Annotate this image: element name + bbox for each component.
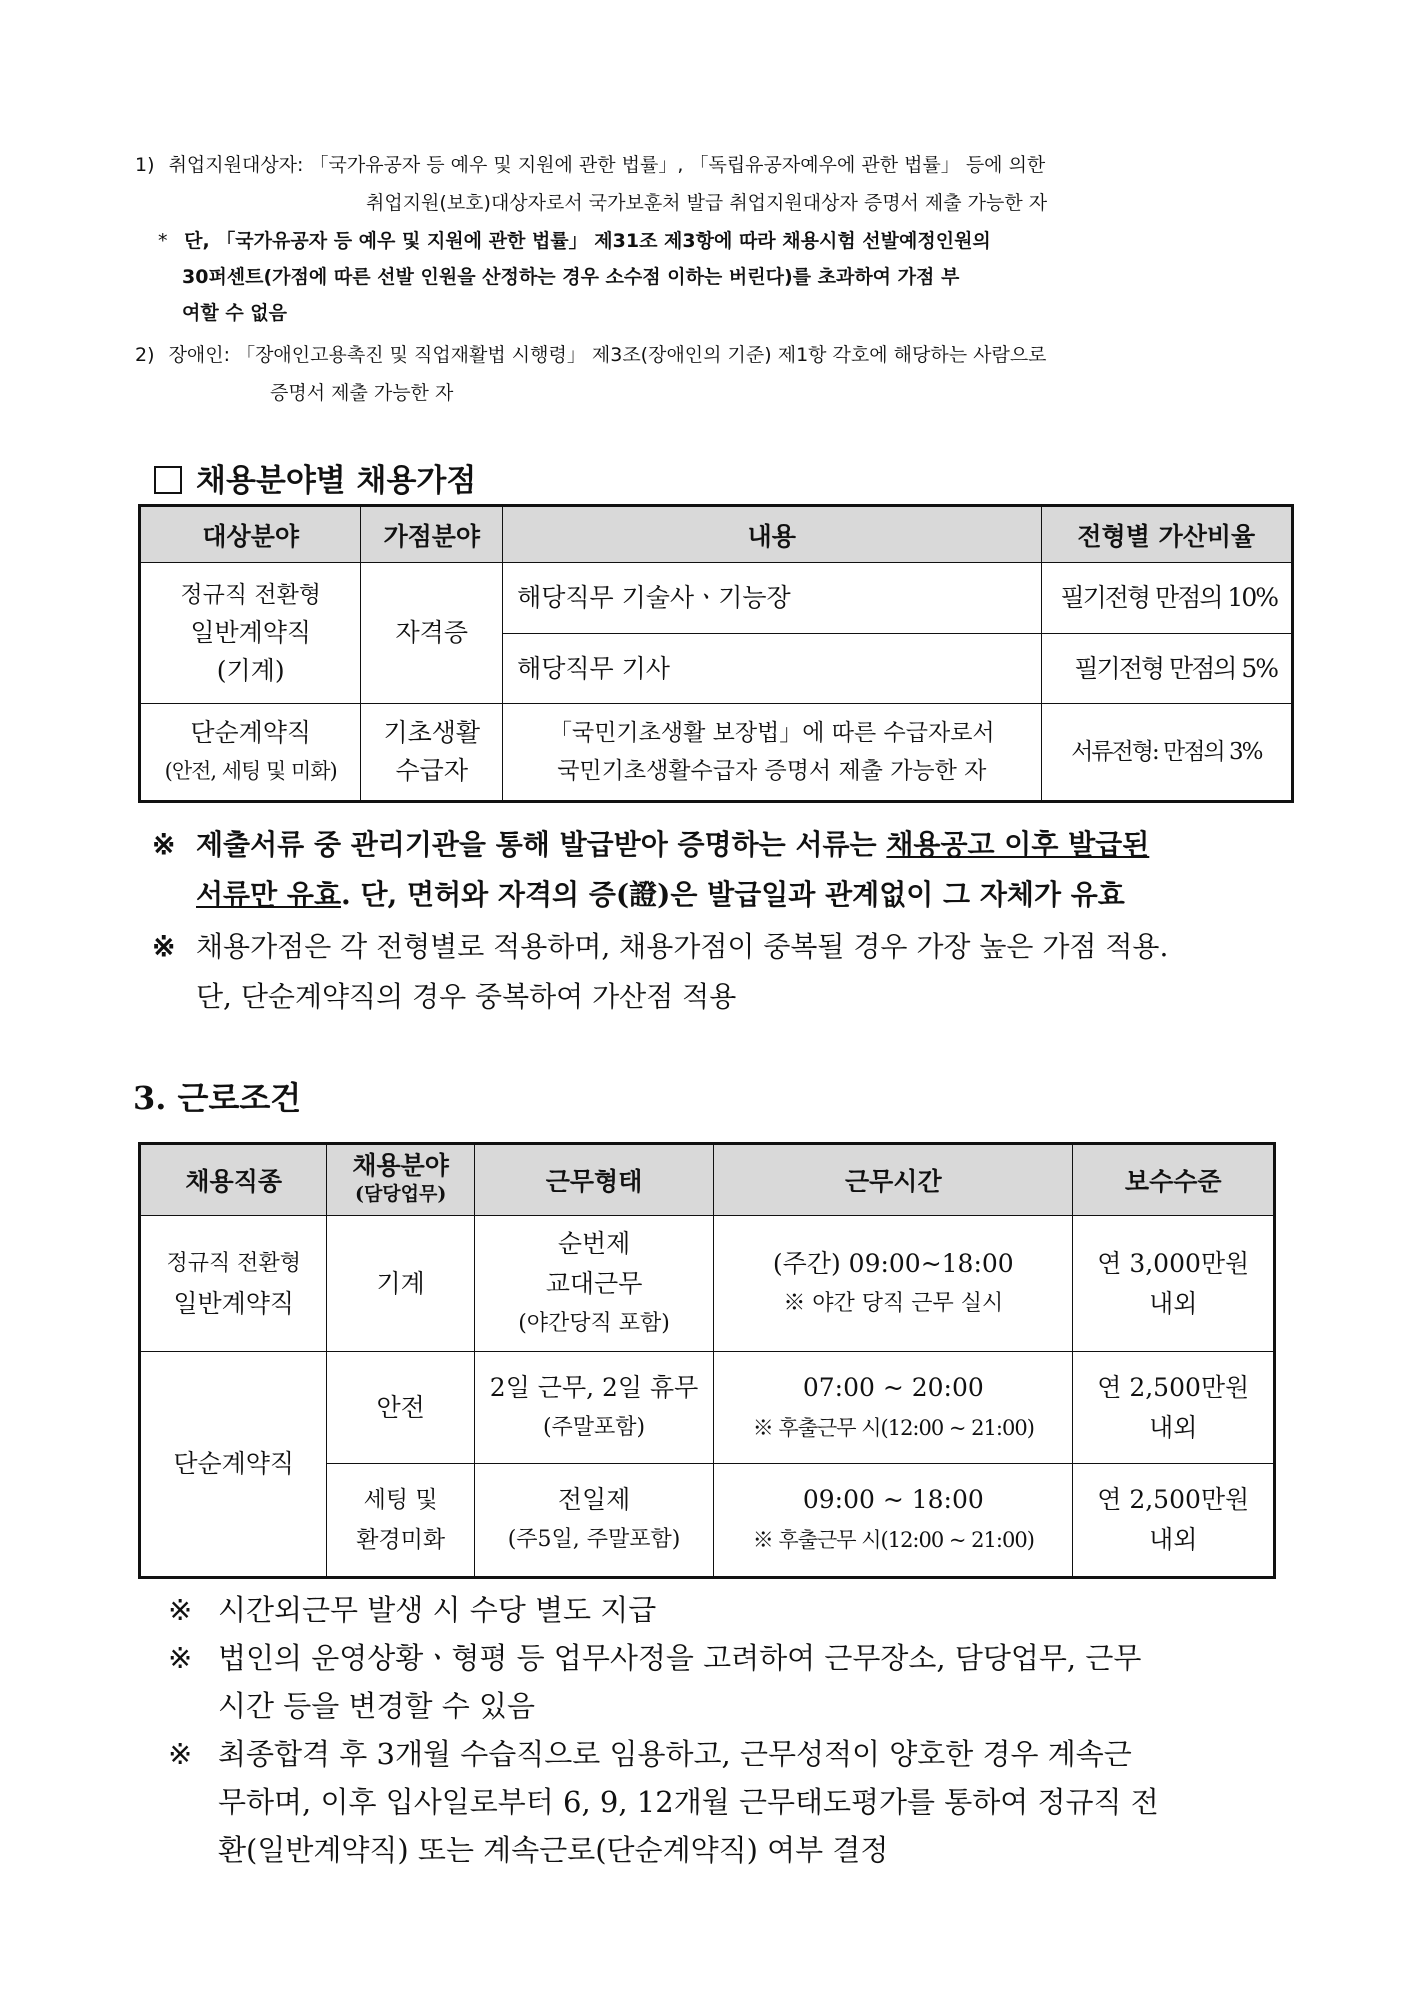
conditions-note-3-cont2: 환(일반계약직) 또는 계속근로(단순계약직) 여부 결정 xyxy=(218,1833,889,1867)
cell-duty-machine: 기계 xyxy=(327,1216,475,1352)
cell-hours-safety xyxy=(714,1352,1073,1464)
cell-text: 환경미화 xyxy=(356,1527,446,1553)
conditions-note-2 xyxy=(168,1634,1141,1682)
cell-text: 일반계약직 xyxy=(190,618,312,647)
footnote-star-line2: 30퍼센트(가점에 따른 선발 인원을 산정하는 경우 소수점 이하는 버린다)를 초과하여 가점 부 xyxy=(182,266,960,288)
cell-pay-setting xyxy=(1073,1464,1275,1578)
cell-text: 연 2,500만원 xyxy=(1097,1485,1250,1514)
footnote-2 xyxy=(135,336,1047,374)
table-row xyxy=(140,704,1293,802)
header-hours: 근무시간 xyxy=(714,1144,1073,1216)
cell-text: (기계) xyxy=(216,656,285,685)
footnote-1-line2: 취업지원(보호)대상자로서 국가보훈처 발급 취업지원대상자 증명서 제출 가능한 자 xyxy=(366,192,1048,214)
cell-text: 세팅 및 xyxy=(363,1487,438,1513)
conditions-note-3 xyxy=(168,1730,1132,1778)
header-content: 내용 xyxy=(503,506,1041,563)
footnote-1-line1: 취업지원대상자: 「국가유공자 등 예우 및 지원에 관한 법률」, 「독립유공자예우에 관한 법률」 등에 의한 xyxy=(168,154,1046,176)
cell-text: (주간) 09:00~18:00 xyxy=(772,1248,1014,1278)
cell-text: ※ 후출근무 시(12:00 ~ 21:00) xyxy=(752,1415,1034,1440)
note-text: 시간외근무 발생 시 수당 별도 지급 xyxy=(218,1593,657,1627)
footnote-2-line1: 장애인: 「장애인고용촉진 및 직업재활법 시행령」 제3조(장애인의 기준) 제1항 각호에 해당하는 사람으로 xyxy=(168,344,1047,366)
note-mark: ※ xyxy=(168,1737,193,1771)
cell-text: 내외 xyxy=(1149,1288,1198,1318)
cell-job-regular xyxy=(140,1216,327,1352)
note-mark: ※ xyxy=(168,1593,193,1627)
footnote-star xyxy=(158,223,991,259)
cell-content-a: 해당직무 기술사ㆍ기능장 xyxy=(503,563,1041,634)
bonus-table xyxy=(138,504,1294,803)
cell-text: 연 3,000만원 xyxy=(1097,1248,1250,1278)
cell-field-license: 자격증 xyxy=(361,563,503,704)
header-field: 가점분야 xyxy=(361,506,503,563)
section-title-bonus xyxy=(154,455,476,500)
header-text: 채용분야 xyxy=(352,1151,449,1180)
bonus-note-1-cont xyxy=(196,870,1125,920)
table-row xyxy=(140,1216,1275,1352)
cell-target-simple xyxy=(140,704,361,802)
note-text: 법인의 운영상황ㆍ형평 등 업무사정을 고려하여 근무장소, 담당업무, 근무 xyxy=(218,1641,1142,1675)
cell-text: 「국민기초생활 보장법」에 따른 수급자로서 xyxy=(548,720,995,746)
note-mark: ※ xyxy=(168,1641,193,1675)
cell-type-shift xyxy=(474,1216,713,1352)
cell-text: 교대근무 xyxy=(545,1268,643,1298)
cell-duty-setting xyxy=(327,1464,475,1578)
bonus-note-2-cont: 단, 단순계약직의 경우 중복하여 가산점 적용 xyxy=(196,980,737,1013)
footnote-star-line3: 여할 수 없음 xyxy=(182,302,287,324)
header-text: (담당업무) xyxy=(354,1183,447,1205)
cell-pay-safety xyxy=(1073,1352,1275,1464)
header-duty xyxy=(327,1144,475,1216)
note-underlined: 서류만 유효 xyxy=(196,878,341,911)
cell-type-2on2off xyxy=(474,1352,713,1464)
cell-target-regular xyxy=(140,563,361,704)
cell-text: 07:00 ~ 20:00 xyxy=(802,1372,984,1402)
note-text: 최종합격 후 3개월 수습직으로 임용하고, 근무성적이 양호한 경우 계속근 xyxy=(218,1737,1132,1771)
footnote-2-line2: 증명서 제출 가능한 자 xyxy=(270,382,454,404)
cell-text: 일반계약직 xyxy=(173,1288,295,1318)
table-row xyxy=(140,1352,1275,1464)
cell-content-b: 해당직무 기사 xyxy=(503,634,1041,704)
cell-pay-machine xyxy=(1073,1216,1275,1352)
cell-hours-machine xyxy=(714,1216,1073,1352)
cell-text: 전일제 xyxy=(557,1485,631,1514)
cell-text: (안전, 세팅 및 미화) xyxy=(164,759,337,783)
note-text: . 단, 면허와 자격의 증(證)은 발급일과 관계없이 그 자체가 유효 xyxy=(341,878,1125,911)
note-underlined: 채용공고 이후 발급된 xyxy=(886,828,1150,861)
cell-text: 09:00 ~ 18:00 xyxy=(802,1485,984,1514)
cell-hours-setting xyxy=(714,1464,1073,1578)
section-title-bonus-text: 채용분야별 채용가점 xyxy=(196,463,477,499)
cell-text: 2일 근무, 2일 휴무 xyxy=(489,1372,699,1402)
header-ratio: 전형별 가산비율 xyxy=(1041,506,1292,563)
cell-ratio-b: 필기전형 만점의 5% xyxy=(1041,634,1292,704)
cell-text: 정규직 전환형 xyxy=(166,1250,301,1276)
footnote-2-label: 2) xyxy=(135,344,155,366)
cell-text: 순번제 xyxy=(557,1228,631,1258)
cell-job-simple: 단순계약직 xyxy=(140,1352,327,1578)
cell-text: 수급자 xyxy=(395,756,468,785)
table-header-row xyxy=(140,506,1293,563)
cell-text: (야간당직 포함) xyxy=(518,1310,670,1336)
cell-text: ※ 후출근무 시(12:00 ~ 21:00) xyxy=(752,1528,1034,1552)
header-type: 근무형태 xyxy=(474,1144,713,1216)
section-title-conditions: 3. 근로조건 xyxy=(133,1079,302,1117)
note-text: 채용가점은 각 전형별로 적용하며, 채용가점이 중복될 경우 가장 높은 가점 적용. xyxy=(196,930,1169,963)
checkbox-square-icon xyxy=(154,466,182,494)
cell-type-fulltime xyxy=(474,1464,713,1578)
cell-text: ※ 야간 당직 근무 실시 xyxy=(783,1290,1004,1316)
footnote-star-mark: * xyxy=(158,230,168,252)
note-text: 제출서류 중 관리기관을 통해 발급받아 증명하는 서류는 xyxy=(196,828,887,861)
cell-text: 내외 xyxy=(1149,1412,1198,1442)
header-job: 채용직종 xyxy=(140,1144,327,1216)
footnote-1-label: 1) xyxy=(135,154,155,176)
cell-content-welfare xyxy=(503,704,1041,802)
cell-text: 국민기초생활수급자 증명서 제출 가능한 자 xyxy=(557,758,987,784)
conditions-note-2-cont: 시간 등을 변경할 수 있음 xyxy=(218,1689,536,1723)
conditions-note-3-cont1: 무하며, 이후 입사일로부터 6, 9, 12개월 근무태도평가를 통하여 정규직 전 xyxy=(218,1785,1159,1819)
cell-text: 단순계약직 xyxy=(190,718,312,747)
cell-ratio-a: 필기전형 만점의 10% xyxy=(1041,563,1292,634)
conditions-note-1 xyxy=(168,1586,656,1634)
header-pay: 보수수준 xyxy=(1073,1144,1275,1216)
cell-text: (주말포함) xyxy=(542,1414,646,1440)
cell-ratio-welfare: 서류전형: 만점의 3% xyxy=(1041,704,1292,802)
conditions-table xyxy=(138,1142,1276,1579)
bonus-note-1 xyxy=(152,820,1149,870)
cell-text: 정규직 전환형 xyxy=(180,582,322,608)
footnote-1 xyxy=(135,146,1045,184)
cell-text: (주5일, 주말포함) xyxy=(507,1527,681,1552)
cell-text: 내외 xyxy=(1149,1525,1198,1554)
cell-field-welfare xyxy=(361,704,503,802)
note-mark: ※ xyxy=(152,828,176,861)
header-target: 대상분야 xyxy=(140,506,361,563)
cell-duty-safety: 안전 xyxy=(327,1352,475,1464)
cell-text: 기초생활 xyxy=(383,718,481,747)
footnote-star-line1: 단, 「국가유공자 등 예우 및 지원에 관한 법률」 제31조 제3항에 따라 채용시험 선발예정인원의 xyxy=(184,230,991,252)
cell-text: 연 2,500만원 xyxy=(1097,1372,1250,1402)
table-row xyxy=(140,563,1293,634)
table-header-row xyxy=(140,1144,1275,1216)
bonus-note-2 xyxy=(152,922,1168,972)
note-mark: ※ xyxy=(152,930,176,963)
